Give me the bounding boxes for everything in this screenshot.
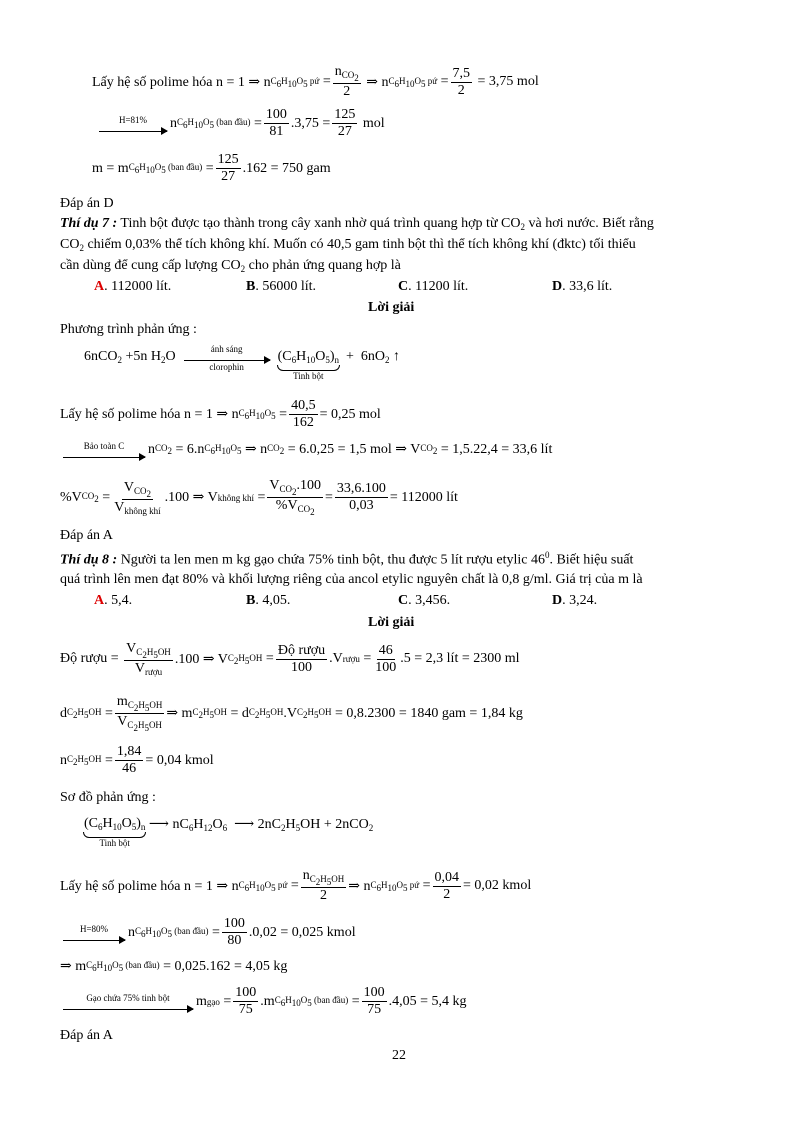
result: = 112000 lít xyxy=(389,489,458,505)
result: .4,05 = 5,4 kg xyxy=(388,993,467,1009)
result: = 0,025.162 = 4,05 kg xyxy=(163,958,288,974)
result: = 0,04 kmol xyxy=(145,752,214,768)
option-text: 4,05. xyxy=(262,593,291,608)
text: chiếm 0,03% thể tích không khí. Muốn có 40,5 gam tinh bột thì thể tích không khí (đktc) tối thiểu xyxy=(83,237,636,252)
brace-label: Tinh bột xyxy=(99,838,130,848)
fraction: $\frac{n_{C_2H_5OH}}{2}$ xyxy=(302,868,345,904)
den: 162 xyxy=(292,415,314,431)
eq-ex7-volume: %V $CO_2$ = $\frac{V_{CO_2}}{V_{không khí}}$ .100 ⇒ V không khí = $\frac{V_{CO_2}.100}{\%V_{CO_2}}$ = $\frac{33,6.100}{0,03}$ = 112000 lít xyxy=(60,478,458,518)
fraction: $\frac{V_{C_2H_5OH}}{V_{rượu}}$ xyxy=(126,641,171,678)
fraction xyxy=(216,152,241,185)
den: 81 xyxy=(269,124,284,140)
result: .0,02 = 0,025 kmol xyxy=(248,924,356,940)
example-7-line1: Thí dụ 7 : Tinh bột được tạo thành trong cây xanh nhờ quá trình quang hợp từ $CO_2$ và hơi nước. Biết rằng xyxy=(60,216,654,232)
option-a: A. 112000 lít. xyxy=(94,279,172,294)
text: Người ta len men m kg gạo chứa 75% tinh bột, thu được 5 lít rượu etylic 46 xyxy=(117,552,545,568)
sub: rượu xyxy=(144,667,163,678)
eq-ex7-n: Lấy hệ số polime hóa n = 1 ⇒ n $C_6H_{10}O_5$ = $\frac{40,5}{162}$ = 0,25 mol xyxy=(60,398,381,431)
eq-ex8-h80: H=80% n $C_6H_{10}O_5$ (ban đầu) = $\frac{100}{80}$ .0,02 = 0,025 kmol xyxy=(60,916,356,949)
option-d: D. 33,6 lít. xyxy=(552,279,613,294)
fraction xyxy=(451,66,473,99)
arrow-light xyxy=(184,345,270,372)
num: n xyxy=(334,64,342,79)
num: 7,5 xyxy=(451,66,473,83)
option-text: 3,24. xyxy=(569,593,598,608)
num: 0,04 xyxy=(433,870,462,887)
fraction: $\frac{m_{C_2H_5OH}}{V_{C_2H_5OH}}$ xyxy=(116,694,163,734)
num: 125 xyxy=(216,152,241,169)
arrow-text: H=81% xyxy=(118,114,148,125)
fraction xyxy=(115,744,144,777)
result: = 1,5.22,4 = 33,6 lít xyxy=(440,441,553,457)
example-7-line2: $CO_2$ chiếm 0,03% thể tích không khí. Muốn có 40,5 gam tinh bột thì thể tích không khí (đktc) tối thiểu xyxy=(60,237,636,253)
den: 80 xyxy=(227,933,242,949)
arrow-label xyxy=(99,116,167,132)
option-text: 33,6 lít. xyxy=(569,279,613,294)
eq-ex7-btc: Bảo toàn C n $CO_2$ = 6.n $C_6H_{10}O_5$ ⇒ n $CO_2$ = 6.0,25 = 1,5 mol ⇒ V $CO_2$ = 1,5.22,4 = 33,6 lít xyxy=(60,441,552,458)
eq-mass: m = m $C_6H_{10}O_5$ (ban đầu) = $\frac{125}{27}$ .162 = 750 gam xyxy=(92,152,331,185)
arrow-text: clorophin xyxy=(209,362,244,372)
arrow-label xyxy=(63,442,145,458)
num: 125 xyxy=(332,107,357,124)
den: 2 xyxy=(457,82,465,98)
text: . Biết hiệu suất xyxy=(549,552,634,568)
arrow-text: Bảo toàn C xyxy=(83,440,125,451)
result: = 3,75 mol xyxy=(477,74,539,90)
solution-heading: Lời giải xyxy=(368,300,415,315)
den: 0,03 xyxy=(349,498,374,514)
eq-ex8-density: d $C_2H_5OH$ = $\frac{m_{C_2H_5OH}}{V_{C_2H_5OH}}$ ⇒ m $C_2H_5OH$ = d $C_2H_5OH$ .V $C_2H_5OH$ = 0,8.2300 = 1840 gam = 1,84 kg xyxy=(60,694,523,734)
fermentation-scheme: $(C_6H_{10}O_5)_n$ Tinh bột ⟶ $nC_6H_{12}O_6$ ⟶ $2nC_2H_5OH + 2nCO_2$ xyxy=(84,816,374,848)
eq-h81: H=81% n $C_6H_{10}O_5$ (ban đầu) = $\frac{100}{81}$ .3,75 = $\frac{125}{27}$ mol xyxy=(96,107,385,140)
num: 100 xyxy=(362,985,387,1002)
text: .3,75 = xyxy=(290,115,331,131)
starch-brace: $(C_6H_{10}O_5)_n$ Tinh bột xyxy=(84,816,146,848)
num: 100 xyxy=(222,916,247,933)
eq-polymer-n1: Lấy hệ số polime hóa n = 1 ⇒ n $C_6H_{10}O_5$ pứ = $\frac{n_{CO_2}}{2}$ ⇒ n $C_6H_{10}O_5$ pứ = $\frac{7,5}{2}$ = 3,75 mol xyxy=(92,64,539,100)
eq-ex8-alcohol: Độ rượu = $\frac{V_{C_2H_5OH}}{V_{rượu}}$ .100 ⇒ V $C_2H_5OH$ = $\frac{\text{Độ rượu}}{100}$ .V rượu = $\frac{46}{100}$ .5 = 2,3 lít = 2300 ml xyxy=(60,641,520,678)
brace-label: Tinh bột xyxy=(293,371,324,381)
den: 27 xyxy=(337,124,352,140)
arrow-label xyxy=(63,994,193,1010)
example-8-line2: quá trình lên men đạt 80% và khối lượng riêng của ancol etylic nguyên chất là 0,8 g/ml. Giá trị của m là xyxy=(60,572,643,587)
text: cho phản ứng quang hợp là xyxy=(245,258,401,273)
equation-title: Phương trình phản ứng : xyxy=(60,322,197,337)
result: = 0,02 kmol xyxy=(463,878,532,894)
option-c: C. 11200 lít. xyxy=(398,279,469,294)
option-c: C. 3,456. xyxy=(398,593,451,608)
arrow-label xyxy=(63,925,125,941)
result: = 0,25 mol xyxy=(319,406,381,422)
option-text: 112000 lít. xyxy=(111,279,172,294)
fraction xyxy=(276,643,327,676)
text: và hơi nước. Biết rằng xyxy=(524,216,654,231)
text: Lấy hệ số polime hóa n = 1 ⇒ n xyxy=(92,74,271,90)
num: 33,6.100 xyxy=(335,481,388,498)
fraction xyxy=(373,643,398,676)
result: = 6.0,25 = 1,5 mol ⇒ V xyxy=(287,442,421,457)
eq-ex8-moles: n $C_2H_5OH$ = $\frac{1,84}{46}$ = 0,04 kmol xyxy=(60,744,214,777)
fraction xyxy=(362,985,387,1018)
option-a: A. 5,4. xyxy=(94,593,133,608)
den: 75 xyxy=(238,1002,253,1018)
option-d: D. 3,24. xyxy=(552,593,598,608)
den: 27 xyxy=(221,169,236,185)
num: 40,5 xyxy=(289,398,318,415)
arrow-text: Gạo chứa 75% tinh bột xyxy=(86,992,170,1003)
den: 2 xyxy=(443,886,451,902)
answer-3: Đáp án A xyxy=(60,1028,113,1043)
result: .162 = 750 gam xyxy=(242,160,331,176)
num: 100 xyxy=(233,985,258,1002)
sub: không khí xyxy=(124,505,161,516)
num: 46 xyxy=(377,643,395,660)
fraction: $\frac{V_{CO_2}}{V_{không khí}}$ xyxy=(114,479,161,516)
fraction xyxy=(264,107,289,140)
fraction xyxy=(332,107,357,140)
text: Độ rượu = xyxy=(60,651,119,667)
arrow-text: ánh sáng xyxy=(210,344,243,354)
photosynthesis-equation: 6nCO$_2$ +5n $H_2O$ ánh sáng clorophin $(C_6H_{10}O_5)_n$ Tinh bột + $6nO_2$ ↑ xyxy=(84,344,401,381)
scheme-title: Sơ đồ phản ứng : xyxy=(60,790,156,805)
option-text: 56000 lít. xyxy=(262,279,317,294)
eq-ex8-n: Lấy hệ số polime hóa n = 1 ⇒ n $C_6H_{10}O_5$ pứ = $\frac{n_{C_2H_5OH}}{2}$ ⇒ n $C_6H_{10}O_5$ pứ = $\frac{0,04}{2}$ = 0,02 kmol xyxy=(60,868,532,904)
example-7-line3: cần dùng để cung cấp lượng $CO_2$ cho phản ứng quang hợp là xyxy=(60,258,401,274)
answer-2: Đáp án A xyxy=(60,528,113,543)
fraction xyxy=(433,870,462,903)
answer-1: Đáp án D xyxy=(60,196,114,211)
option-text: 5,4. xyxy=(111,593,133,608)
option-b: B. 56000 lít. xyxy=(246,279,317,294)
eq-ex8-mass: ⇒ m $C_6H_{10}O_5$ (ban đầu) = 0,025.162 = 4,05 kg xyxy=(60,958,288,974)
result: = 0,8.2300 = 1840 gam = 1,84 kg xyxy=(335,705,523,721)
num: 100 xyxy=(264,107,289,124)
fraction xyxy=(233,985,258,1018)
starch-brace: $(C_6H_{10}O_5)_n$ Tinh bột xyxy=(277,349,340,381)
arrow-text: H=80% xyxy=(79,923,109,934)
den: 100 xyxy=(375,659,397,675)
option-text: 11200 lít. xyxy=(415,279,469,294)
example-title: Thí dụ 8 : xyxy=(60,552,118,568)
example-title: Thí dụ 7 : xyxy=(60,216,118,231)
fraction: $\frac{V_{CO_2}.100}{\%V_{CO_2}}$ xyxy=(269,478,321,518)
den: 2 xyxy=(343,84,351,100)
num: 1,84 xyxy=(115,744,144,761)
den: 100 xyxy=(290,659,312,675)
page-number: 22 xyxy=(392,1048,406,1063)
num: Độ rượu xyxy=(276,643,327,660)
eq-ex8-rice: Gạo chứa 75% tinh bột m gạo = $\frac{100}{75}$ .m $C_6H_{10}O_5$ (ban đầu) = $\frac{100}{75}$ .4,05 = 5,4 kg xyxy=(60,985,467,1018)
text: Tinh bột được tạo thành trong cây xanh nhờ quá trình quang hợp từ CO xyxy=(117,216,521,231)
option-b: B. 4,05. xyxy=(246,593,291,608)
fraction: $\frac{n_{CO_2}}{2}$ xyxy=(334,64,359,100)
fraction xyxy=(289,398,318,431)
solution-heading: Lời giải xyxy=(368,615,415,630)
example-8-line1: Thí dụ 8 : Người ta len men m kg gạo chứa 75% tinh bột, thu được 5 lít rượu etylic $46^0$. Biết hiệu suất xyxy=(60,550,634,568)
unit: mol xyxy=(362,115,385,131)
den: 75 xyxy=(367,1002,382,1018)
result: .5 = 2,3 lít = 2300 ml xyxy=(400,651,520,667)
option-text: 3,456. xyxy=(415,593,451,608)
text: cần dùng để cung cấp lượng CO xyxy=(60,258,241,273)
fraction xyxy=(222,916,247,949)
den: 46 xyxy=(122,761,137,777)
fraction xyxy=(335,481,388,514)
